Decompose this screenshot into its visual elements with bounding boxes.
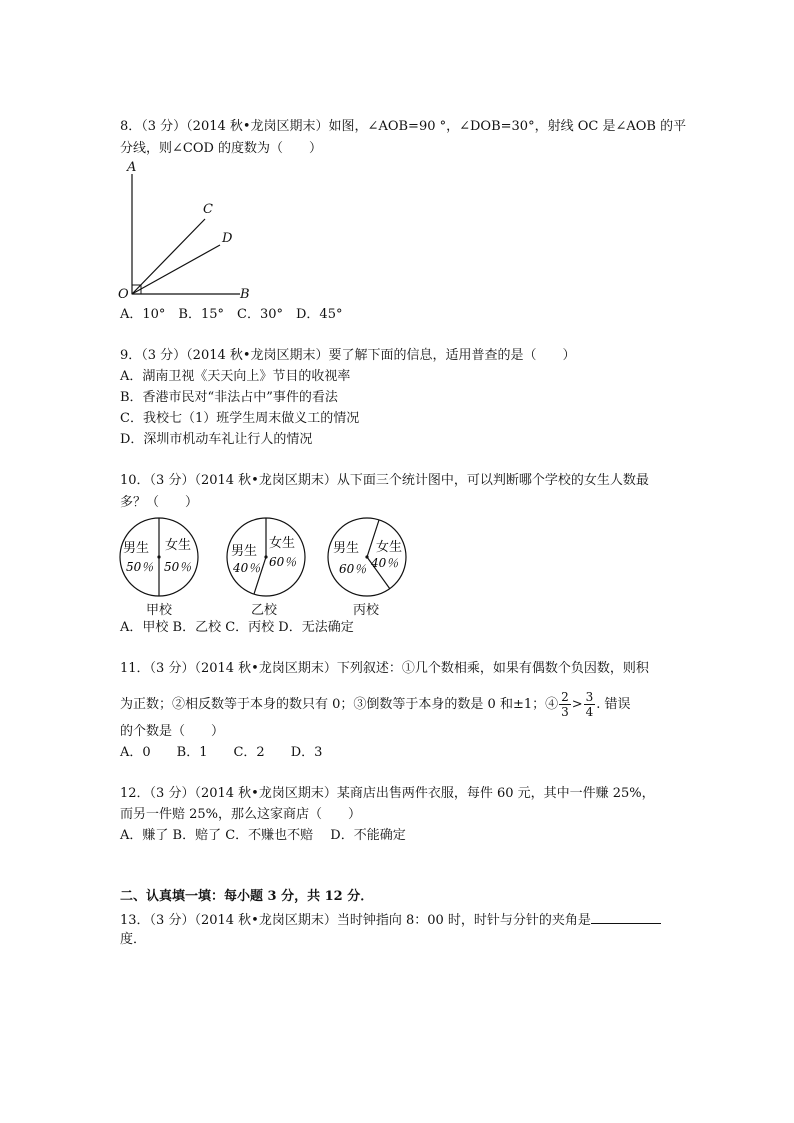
q11-options: A．0 B．1 C．2 D．3 [120, 745, 323, 760]
pie-jia-center [157, 555, 160, 558]
q13-stem-line1 [120, 910, 661, 930]
pie-yi-center [264, 555, 267, 558]
q11-line2-text: 为正数；②相反数等于本身的数只有 0；③倒数等于本身的数是 0 和±1；④ [120, 697, 559, 712]
pie-chart-yi [225, 516, 307, 616]
label-o: O [118, 287, 129, 302]
q12-stem-line2: 而另一件赔 25%，那么这家商店（ ） [120, 807, 362, 822]
pie-jia-male-pct: 50％ [126, 560, 154, 574]
q10-options: A．甲校 B．乙校 C．丙校 D．无法确定 [120, 620, 354, 635]
pie-bing-male-label: 男生 [333, 541, 360, 556]
q8-angle-figure [110, 160, 260, 305]
pie-yi-svg [225, 516, 307, 598]
q8-options: A．10° B．15° C．30° D．45° [120, 307, 343, 322]
pie-bing-female-pct: 40％ [371, 556, 399, 570]
frac1-denominator: 3 [561, 705, 569, 719]
q9-option-b: B．香港市民对“非法占中”事件的看法 [120, 390, 338, 405]
q10-stem-line2: 多？（ ） [120, 495, 199, 510]
pie-yi-female-label: 女生 [269, 536, 296, 551]
pie-chart-bing [326, 516, 408, 616]
pie-bing-female-label: 女生 [376, 540, 403, 555]
pie-jia-male-label: 男生 [123, 541, 150, 556]
q12-stem-line1: 12．（3 分）（2014 秋•龙岗区期末）某商店出售两件衣服，每件 60 元，其中一件赚 25%， [120, 786, 655, 801]
ray-oc [132, 219, 205, 294]
answer-blank [591, 910, 661, 924]
frac2-denominator: 4 [585, 705, 594, 719]
pie-bing-male-pct: 60％ [339, 562, 367, 576]
q12-options: A．赚了 B．赔了 C．不赚也不赔 D．不能确定 [120, 828, 406, 843]
q11-line2-tail: . 错误 [596, 697, 631, 712]
q9-option-a: A．湖南卫视《天天向上》节目的收视率 [120, 369, 351, 384]
pie-bing-svg [326, 516, 408, 598]
q8-stem-line2: 分线，则∠COD 的度数为（ ） [120, 141, 323, 156]
pie-yi-name: 乙校 [251, 603, 278, 618]
ray-od [132, 245, 220, 294]
q9-option-d: D．深圳市机动车礼让行人的情况 [120, 432, 313, 447]
pie-jia-svg [118, 516, 200, 598]
pie-jia-name: 甲校 [146, 603, 173, 618]
frac1-numerator: 2 [561, 690, 569, 704]
label-a: A [127, 160, 137, 175]
section-2-title: 二、认真填一填：每小题 3 分，共 12 分． [120, 889, 374, 904]
pie-bing-name: 丙校 [353, 603, 380, 618]
greater-than-sign: > [571, 697, 583, 712]
angle-diagram [110, 160, 260, 305]
q9-option-c: C．我校七（1）班学生周末做义工的情况 [120, 411, 360, 426]
pie-yi-male-label: 男生 [231, 544, 258, 559]
q8-stem-line1: 8．（3 分）（2014 秋•龙岗区期末）如图，∠AOB=90 °，∠DOB=30°，射线 OC 是∠AOB 的平 [120, 119, 687, 134]
q13-text: 13．（3 分）（2014 秋•龙岗区期末）当时钟指向 8：00 时，时针与分针的夹角是 [120, 913, 591, 928]
fraction-two-thirds [559, 690, 571, 719]
pie-jia-female-label: 女生 [165, 538, 192, 553]
pie-yi-male-pct: 40％ [233, 561, 261, 575]
q13-stem-line2: 度． [120, 932, 147, 947]
q11-stem-line2 [120, 688, 631, 722]
q11-stem-line1: 11．（3 分）（2014 秋•龙岗区期末）下列叙述：①几个数相乘，如果有偶数个负因数，则积 [120, 661, 649, 676]
q10-stem-line1: 10．（3 分）（2014 秋•龙岗区期末）从下面三个统计图中，可以判断哪个学校的女生人数最 [120, 473, 649, 488]
label-c: C [203, 202, 213, 217]
q11-stem-line3: 的个数是（ ） [120, 724, 225, 739]
pie-jia-female-pct: 50％ [164, 560, 192, 574]
frac2-numerator: 3 [585, 690, 594, 704]
pie-yi-female-pct: 60％ [269, 555, 297, 569]
fraction-three-quarters [584, 690, 596, 719]
q9-stem: 9．（3 分）（2014 秋•龙岗区期末）要了解下面的信息，适用普查的是（ ） [120, 348, 576, 363]
label-d: D [222, 231, 233, 246]
label-b: B [240, 287, 250, 302]
pie-bing-center [365, 555, 368, 558]
pie-chart-jia [118, 516, 200, 616]
